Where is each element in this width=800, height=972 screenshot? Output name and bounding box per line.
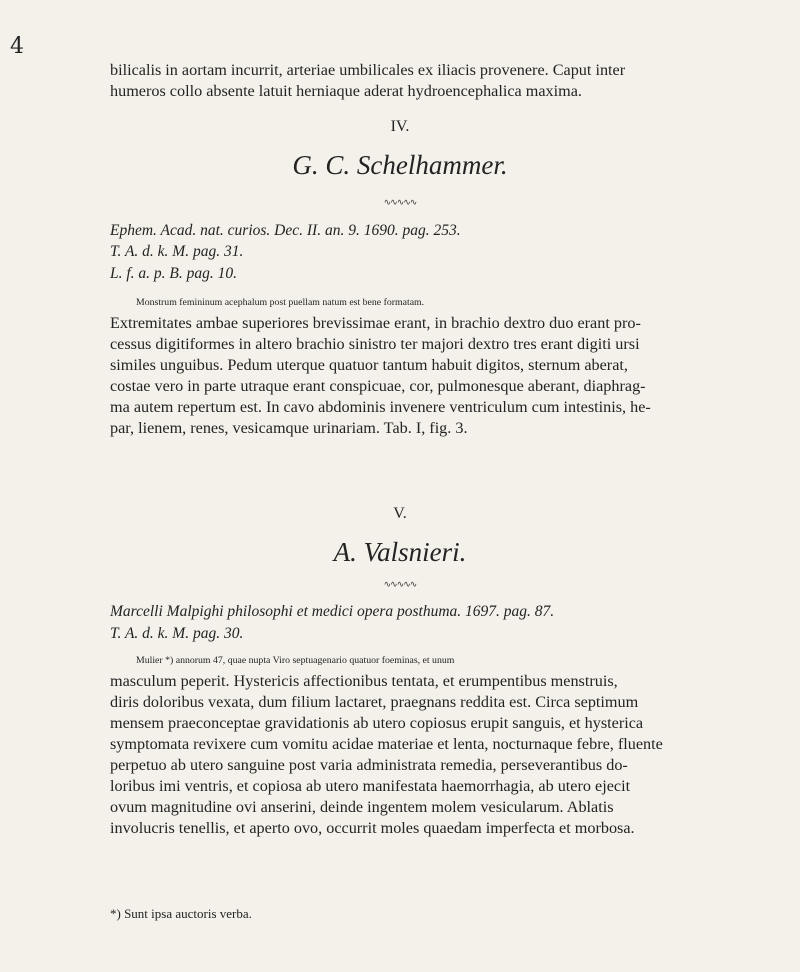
reference-line: Ephem. Acad. nat. curios. Dec. II. an. 9. 1690. pag. 253. [110,222,461,239]
text-line: ovum magnitudine ovi anserini, deinde ingentem molem vesicularum. Ablatis [110,798,614,816]
ornament-divider: ∿∿∿∿∿ [383,580,417,590]
text-line: masculum peperit. Hystericis affectionibus tentata, et erumpentibus menstruis, [110,672,618,690]
top-paragraph [110,60,790,102]
text-line: costae vero in parte utraque erant conspicuae, cor, pulmonesque aberant, diaphrag- [110,377,646,395]
section-iv-text [110,292,790,439]
section-author-iv: G. C. Schelhammer. [292,150,508,180]
section-numeral-v: V. [393,505,407,522]
section-numeral-iv: IV. [390,118,410,135]
reference-line: T. A. d. k. M. pag. 30. [110,625,244,642]
ornament-divider: ∿∿∿∿∿ [383,198,417,208]
text-line: Monstrum femininum acephalum post puellam natum est bene formatam. [136,297,425,308]
text-line: cessus digitiformes in altero brachio sinistro ter majori dextro tres erant digiti ursi [110,335,640,353]
text-line: mensem praeconceptae gravidationis ab utero copiosus erupit sanguis, et hysterica [110,714,644,732]
page-number: 4 [10,34,24,59]
text-line: symptomata revixere cum vomitu acidae materiae et lenta, nocturnaque febre, fluente [110,735,663,753]
text-line: humeros collo absente latuit herniaque aderat hydroencephalica maxima. [110,82,582,100]
text-line: perpetuo ab utero sanguine post varia administrata remedia, perseverantibus do- [110,756,628,774]
reference-line: T. A. d. k. M. pag. 31. [110,243,244,260]
reference-line: L. f. a. p. B. pag. 10. [110,265,238,282]
text-line: Extremitates ambae superiores brevissimae erant, in brachio dextro duo erant pro- [110,314,641,332]
text-line: similes unguibus. Pedum uterque quatuor tantum habuit digitos, sternum aberat, [110,356,628,374]
text-line: par, lienem, renes, vesicamque urinariam. Tab. I, fig. 3. [110,419,468,437]
section-v-text [110,650,790,839]
text-line: involucris tenellis, et aperto ovo, occurrit moles quaedam imperfecta et morbosa. [110,819,635,837]
text-line: Mulier *) annorum 47, quae nupta Viro septuagenario quatuor foeminas, et unum [136,655,455,666]
text-line: loribus imi ventris, et copiosa ab utero manifestata haemorrhagia, ab utero ejecit [110,777,631,795]
reference-line: Marcelli Malpighi philosophi et medici opera posthuma. 1697. pag. 87. [110,603,555,620]
text-line: bilicalis in aortam incurrit, arteriae umbilicales ex iliacis provenere. Caput inter [110,61,626,79]
section-author-v: A. Valsnieri. [333,537,467,567]
text-line: diris doloribus vexata, dum filium lactaret, praegnans reddita est. Circa septimum [110,693,639,711]
footnote: *) Sunt ipsa auctoris verba. [110,906,252,921]
text-line: ma autem repertum est. In cavo abdominis invenere ventriculum cum intestinis, he- [110,398,651,416]
